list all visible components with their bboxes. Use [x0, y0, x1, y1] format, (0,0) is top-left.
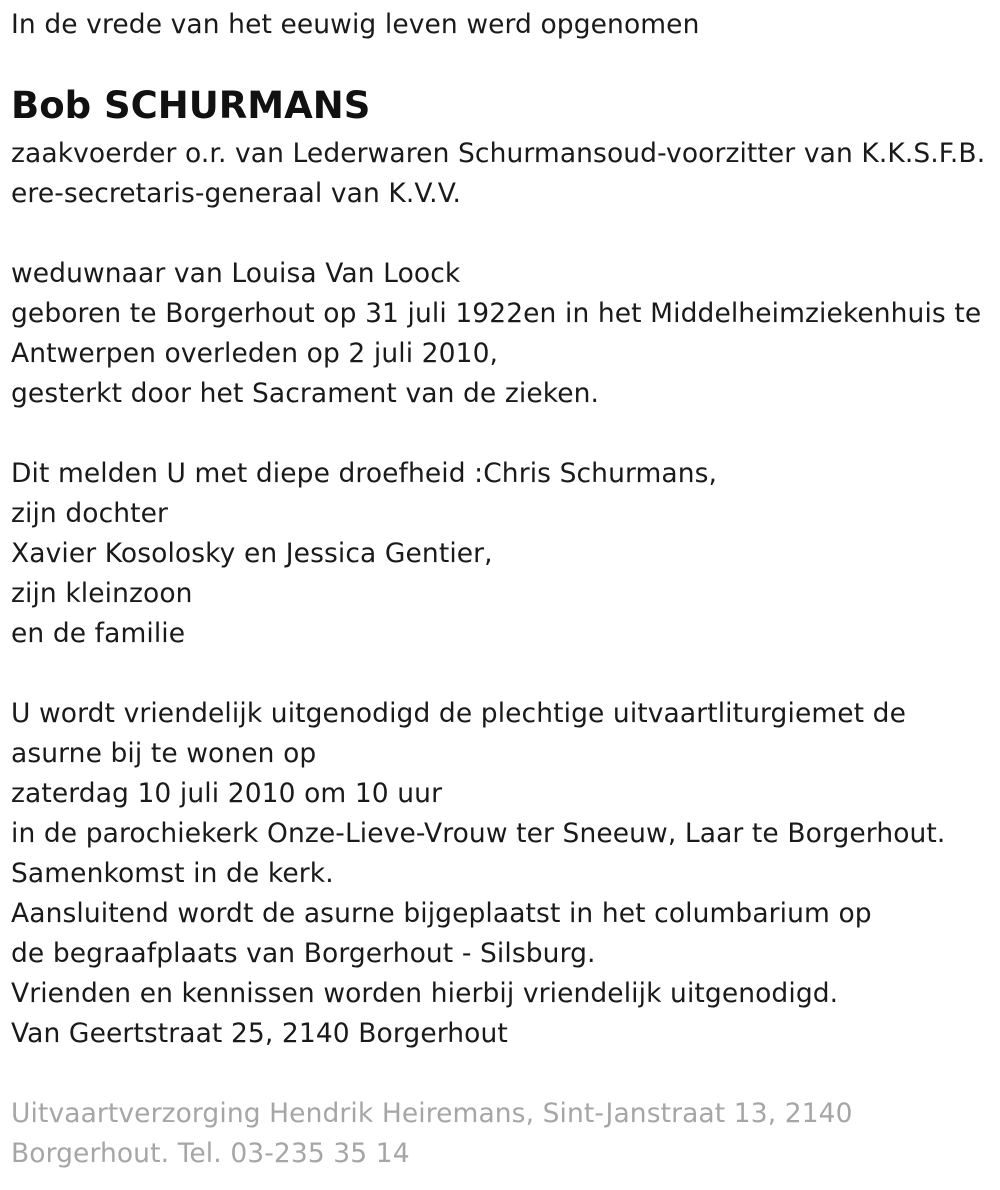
- ceremony-line: Samenkomst in de kerk.: [11, 858, 334, 889]
- ceremony-line: asurne bij te wonen op: [11, 738, 317, 769]
- announcer-line: zijn dochter: [11, 498, 169, 529]
- title-line: ere-secretaris-generaal van K.V.V.: [11, 178, 462, 209]
- ceremony-line: zaterdag 10 juli 2010 om 10 uur: [11, 778, 443, 809]
- detail-line: Antwerpen overleden op 2 juli 2010,: [11, 338, 499, 369]
- announcer-line: Xavier Kosolosky en Jessica Gentier,: [11, 538, 493, 569]
- funeral-home-line: Borgerhout. Tel. 03-235 35 14: [11, 1138, 410, 1169]
- announcer-line: zijn kleinzoon: [11, 578, 193, 609]
- funeral-home-line: Uitvaartverzorging Hendrik Heiremans, Sint-Janstraat 13, 2140: [11, 1098, 853, 1129]
- deceased-name: Bob SCHURMANS: [11, 84, 371, 127]
- ceremony-line: Vrienden en kennissen worden hierbij vriendelijk uitgenodigd.: [11, 978, 839, 1009]
- title-line: zaakvoerder o.r. van Lederwaren Schurmansoud-voorzitter van K.K.S.F.B.: [11, 138, 986, 169]
- ceremony-line: de begraafplaats van Borgerhout - Silsburg.: [11, 938, 596, 969]
- ceremony-line: U wordt vriendelijk uitgenodigd de plechtige uitvaartliturgiemet de: [11, 698, 907, 729]
- detail-line: geboren te Borgerhout op 31 juli 1922en in het Middelheimziekenhuis te: [11, 298, 982, 329]
- detail-line: gesterkt door het Sacrament van de zieken.: [11, 378, 600, 409]
- detail-line: weduwnaar van Louisa Van Loock: [11, 258, 461, 289]
- ceremony-line: in de parochiekerk Onze-Lieve-Vrouw ter Sneeuw, Laar te Borgerhout.: [11, 818, 946, 849]
- address-line: Van Geertstraat 25, 2140 Borgerhout: [11, 1018, 508, 1049]
- intro-text: In de vrede van het eeuwig leven werd opgenomen: [11, 9, 700, 40]
- announcer-line: en de familie: [11, 618, 186, 649]
- announcer-line: Dit melden U met diepe droefheid :Chris Schurmans,: [11, 458, 718, 489]
- ceremony-line: Aansluitend wordt de asurne bijgeplaatst in het columbarium op: [11, 898, 872, 929]
